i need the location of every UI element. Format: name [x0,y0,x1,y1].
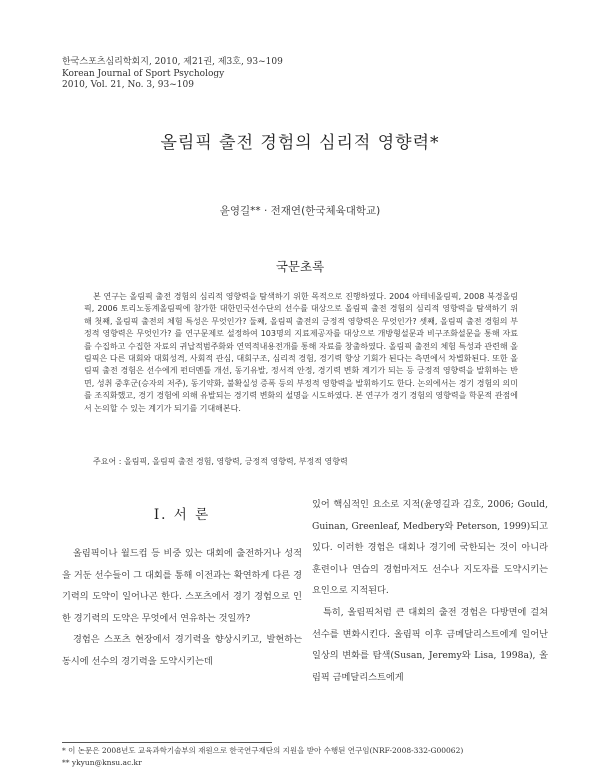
paper-authors: 윤영길** · 전재연(한국체육대학교) [219,205,381,217]
right-paragraph-2: 특히, 올림픽처럼 큰 대회의 출전 경험은 다방면에 걸쳐 선수를 변화시킨다. 올림픽 이후 금메달리스트에게 일어난 일상의 변화를 탐색(Susan, Jeremy와 Lisa, 1998a), 올림픽 금메달리스트에게 [312,606,548,683]
left-paragraph-1: 올림픽이나 월드컵 등 비중 있는 대회에 출전하거나 성적을 거둔 선수들이 그 대회를 통해 이전과는 확연하게 다른 경기력의 도약이 일어나곤 한다. 스포츠에서 경기 경험으로 인한 경기력의 도약은 무엇에서 연유하는 것일까? [62,548,302,624]
abstract-heading: 국문초록 [275,259,325,274]
journal-volume-citation: 2010, Vol. 21, No. 3, 93~109 [62,80,194,90]
keywords-line: 주요어 : 올림픽, 올림픽 출전 경험, 영향력, 긍정적 영향력, 부정적 영향력 [93,457,348,466]
right-column-body [312,494,548,688]
journal-korean-citation: 한국스포츠심리학회지, 2010, 제21권, 제3호, 93~109 [62,57,283,67]
footnotes [62,745,463,768]
journal-english-name: Korean Journal of Sport Psychology [62,68,225,79]
left-column-body [62,543,302,673]
section-title-introduction: I. 서 론 [153,507,211,523]
right-paragraph-1: 있어 핵심적인 요소로 지적(윤영길과 김호, 2006; Gould, Guinan, Greenleaf, Medbery와 Peterson, 1999)되고 있다. 이러한 경험은 대회나 경기에 국한되는 것이 아니라 훈련이나 연습의 경험마저도 선수나 지도자를 도약시키는 요인으로 지적된다. [312,499,548,597]
footnote-divider [62,742,272,743]
footnote-email: ** ykyun@knsu.ac.kr [62,757,142,767]
abstract-body: 본 연구는 올림픽 출전 경험의 심리적 영향력을 탐색하기 위한 목적으로 진행하였다. 2004 아테네올림픽, 2008 북경올림픽, 2006 토리노동계올림픽에 참가한 대한민국선수단의 선수를 대상으로 올림픽 출전 경험의 심리적 영향력을 탐색하기 위해 첫째, 올림픽 출전의 체험 특성은 무엇인가? 둘째, 올림픽 출전의 긍정적 영향력은 무엇인가? 셋째, 올림픽 출전 경험의 부정적 영향력은 무엇인가? 를 연구문제로 설정하여 103명의 지료제공자를 대상으로 개방형설문과 비구조화설문을 통해 자료를 수집하고 수집한 자료의 귀납적범주화와 연역적내용전개를 통해 자료를 창출하였다. 올림픽 출전의 체험 특성과 관련해 올림픽은 다른 대회와 대회성격, 사회적 관심, 대회구조, 심리적 경험, 경기력 향상 기회가 된다는 측면에서 차별화된다. 또한 올림픽 출전 경험은 선수에게 펀더멘틀 개선, 동기유발, 정서적 안정, 경기력 변화 계기가 되는 등 긍정적 영향력을 발휘하는 반면, 성취 중후군(승자의 저주), 동기약화, 불확실성 증폭 등의 부정적 영향력을 발휘하기도 한다. 논의에서는 경기 경험의 의미를 조직화했고, 경기 경험에 의해 유발되는 경기력 변화의 설명을 시도하였다. 본 연구가 경기 경험의 영향력을 학문적 관점에서 논의할 수 있는 계기가 되기를 기대해본다. [84,292,518,413]
left-paragraph-2: 경험은 스포츠 현장에서 경기력을 향상시키고, 발현하는 동시에 선수의 경기력을 도약시키는데 [62,634,302,667]
footnote-funding: * 이 논문은 2008년도 교육과학기술부의 재원으로 한국연구재단의 지원을 받아 수행된 연구임(NRF-2008-332-G00062) [62,746,464,755]
paper-title: 올림픽 출전 경험의 심리적 영향력* [160,133,440,153]
journal-header [62,57,283,92]
